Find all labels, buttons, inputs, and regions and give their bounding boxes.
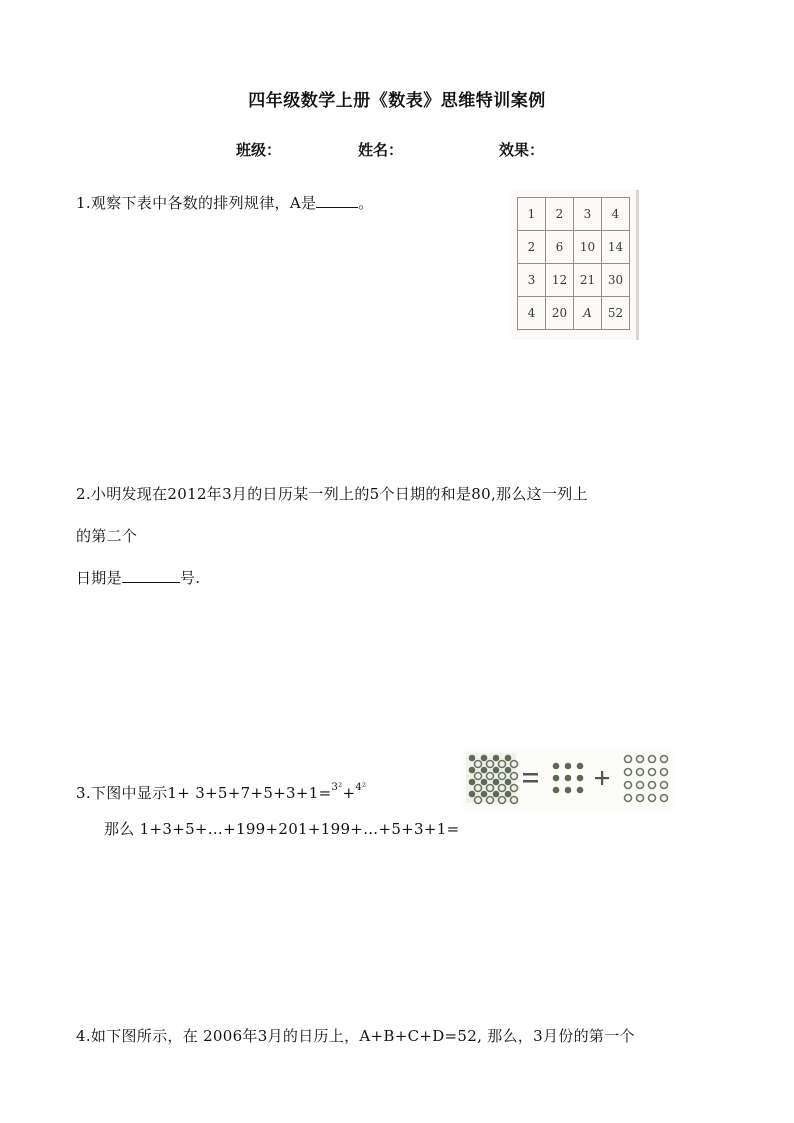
grid-cell: 3 [518, 264, 546, 297]
answer-blank[interactable] [316, 192, 358, 208]
question-2-line-1: 2.小明发现在2012年3月的日历某一列上的5个日期的和是80,那么这一列上 [76, 485, 588, 503]
result-label: 效果： [499, 141, 545, 159]
grid-cell-a: A [574, 297, 602, 330]
combined-dots [466, 753, 518, 804]
class-label: 班级： [236, 141, 282, 159]
grid-cell: 20 [546, 297, 574, 330]
page-title: 四年级数学上册《数表》思维特训案例 [248, 91, 546, 111]
question-2-prefix: 日期是 [76, 569, 122, 587]
grid-cell: 4 [602, 198, 630, 231]
grid-cell: 52 [602, 297, 630, 330]
plus-sign: + [342, 784, 356, 802]
grid-cell: 6 [546, 231, 574, 264]
plus-icon [595, 771, 609, 785]
grid-cell: 4 [518, 297, 546, 330]
question-2-suffix: 号. [179, 569, 201, 587]
number-grid [517, 197, 630, 330]
question-3-line-2: 那么 1+3+5+…+199+201+199+…+5+3+1= [104, 820, 460, 838]
dot-pattern-image [463, 747, 673, 811]
grid-cell: 3 [574, 198, 602, 231]
grid-cell: 2 [546, 198, 574, 231]
answer-blank[interactable] [122, 567, 180, 583]
equals-icon [523, 773, 538, 783]
question-4-line-1: 4.如下图所示，在 2006年3月的日历上，A+B+C+D=52, 那么，3月份的第一个 [76, 1027, 635, 1045]
question-1 [76, 192, 374, 213]
grid-cell: 1 [518, 198, 546, 231]
ring-dots-4x4 [625, 756, 668, 802]
image-edge [636, 190, 639, 340]
question-1-end: 。 [358, 194, 374, 212]
grid-cell: 10 [574, 231, 602, 264]
name-label: 姓名： [358, 141, 404, 159]
exponent-term-1: 3² [331, 782, 343, 793]
grid-cell: 21 [574, 264, 602, 297]
number-grid-image [511, 190, 639, 340]
question-3-line-1 [76, 782, 366, 803]
question-2-line-2: 的第二个 [76, 527, 138, 545]
grid-cell: 2 [518, 231, 546, 264]
question-1-text: 1.观察下表中各数的排列规律，A是 [76, 194, 317, 212]
question-2-line-3 [76, 567, 200, 588]
grid-cell: 12 [546, 264, 574, 297]
grid-cell: 14 [602, 231, 630, 264]
grid-cell: 30 [602, 264, 630, 297]
solid-dots-3x3 [553, 763, 584, 794]
exponent-term-2: 4² [355, 782, 367, 793]
question-3-text: 3.下图中显示1+ 3+5+7+5+3+1= [76, 784, 332, 802]
dot-pattern-diagram [463, 747, 673, 811]
